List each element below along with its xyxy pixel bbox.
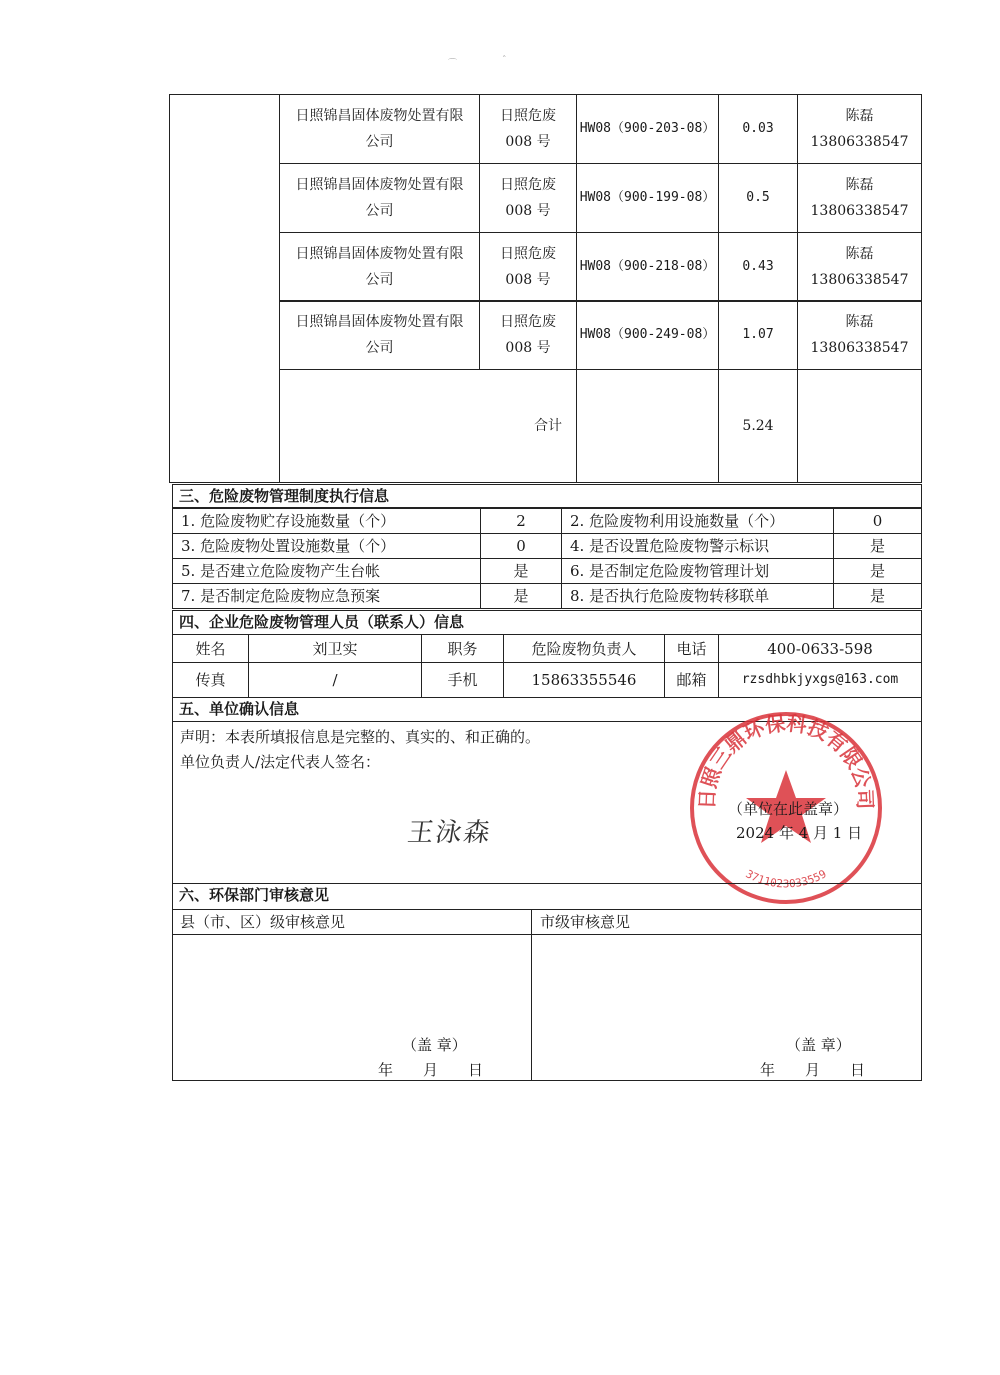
city-seal: （盖 章） [786, 1036, 851, 1054]
email-label: 邮箱 [664, 662, 719, 698]
total-qty-cell [718, 369, 798, 483]
total-value: 5.24 [742, 418, 774, 434]
scan-mark: ˆ [502, 56, 507, 66]
license-cell-line: 日照危废 [500, 108, 556, 124]
criterion-value: 是 [480, 583, 562, 609]
license-cell-line: 008 号 [505, 272, 551, 288]
company-cell-line: 日照锦昌固体废物处置有限 [295, 177, 464, 193]
signer-label: 单位负责人/法定代表人签名： [180, 753, 381, 771]
fax-label: 传真 [172, 662, 249, 698]
city-date-line: 年 月 日 [760, 1061, 866, 1079]
seal-name: 日照三鼎环保科技有限公司 [694, 710, 878, 810]
waste-code-cell-text: HW08（900-249-08） [579, 327, 716, 342]
license-cell-line: 008 号 [505, 340, 551, 356]
criterion-label: 8. 是否执行危险废物转移联单 [561, 583, 834, 609]
criterion-value: 2 [480, 508, 562, 534]
license-cell [479, 232, 577, 302]
quantity-cell [718, 232, 798, 302]
waste-code-cell-text: HW08（900-218-08） [579, 259, 716, 274]
criterion-value: 0 [833, 508, 922, 534]
waste-code-cell-text: HW08（900-199-08） [579, 190, 716, 205]
quantity-cell-text: 0.03 [742, 121, 774, 136]
criterion-value: 0 [480, 533, 562, 559]
criterion-value: 是 [833, 583, 922, 609]
confirm-date: 2024 年 4 月 1 日 [736, 824, 863, 842]
company-cell-line: 公司 [365, 272, 394, 288]
criterion-label: 5. 是否建立危险废物产生台帐 [172, 558, 481, 584]
scan-mark: ⌒ [448, 59, 458, 69]
license-cell-line: 日照危废 [500, 314, 556, 330]
criterion-value: 是 [480, 558, 562, 584]
contact-cell-line: 陈磊 [845, 177, 874, 193]
criterion-value: 是 [833, 558, 922, 584]
name-label: 姓名 [172, 634, 249, 663]
criterion-label: 7. 是否制定危险废物应急预案 [172, 583, 481, 609]
criterion-label: 6. 是否制定危险废物管理计划 [561, 558, 834, 584]
company-cell-line: 日照锦昌固体废物处置有限 [295, 246, 464, 262]
criterion-label: 4. 是否设置危险废物警示标识 [561, 533, 834, 559]
fax-value: / [248, 662, 422, 698]
license-cell-line: 日照危废 [500, 177, 556, 193]
total-code-cell [576, 369, 719, 483]
signature: 王泳森 [405, 818, 494, 848]
company-cell-line: 公司 [365, 134, 394, 150]
quantity-cell [718, 300, 798, 370]
seal-number: 3711023033559 [743, 867, 829, 891]
phone-value: 400-0633-598 [718, 634, 922, 663]
company-cell [279, 300, 480, 370]
position-label: 职务 [421, 634, 504, 663]
total-label: 合计 [534, 418, 562, 434]
city-review-label: 市级审核意见 [540, 913, 631, 931]
section4-title: 四、企业危险废物管理人员（联系人）信息 [172, 610, 922, 635]
county-date-line: 年 月 日 [378, 1061, 484, 1079]
company-cell-line: 公司 [365, 340, 394, 356]
quantity-cell-text: 0.43 [742, 259, 774, 274]
contact-cell-line: 13806338547 [810, 134, 909, 150]
contact-cell-line: 13806338547 [810, 340, 909, 356]
license-cell [479, 94, 577, 164]
section5-title: 五、单位确认信息 [172, 697, 922, 722]
company-cell-line: 公司 [365, 203, 394, 219]
section3-title: 三、危险废物管理制度执行信息 [172, 484, 922, 508]
total-contact-cell [797, 369, 922, 483]
contact-cell [797, 232, 922, 302]
contact-cell-line: 陈磊 [845, 108, 874, 124]
quantity-cell-text: 1.07 [742, 327, 774, 342]
license-cell-line: 日照危废 [500, 246, 556, 262]
name-value: 刘卫实 [248, 634, 422, 663]
criterion-label: 3. 危险废物处置设施数量（个） [172, 533, 481, 559]
criterion-value: 是 [833, 533, 922, 559]
company-cell-line: 日照锦昌固体废物处置有限 [295, 314, 464, 330]
license-cell-line: 008 号 [505, 203, 551, 219]
total-company-cell [279, 369, 577, 483]
contact-cell [797, 163, 922, 233]
license-cell [479, 300, 577, 370]
company-cell [279, 94, 480, 164]
section6-title: 六、环保部门审核意见 [172, 883, 922, 910]
waste-code-cell [576, 300, 719, 370]
license-cell-line: 008 号 [505, 134, 551, 150]
statement-text: 声明：本表所填报信息是完整的、真实的、和正确的。 [180, 728, 541, 746]
mobile-value: 15863355546 [503, 662, 665, 698]
waste-code-cell [576, 232, 719, 302]
waste-code-cell [576, 94, 719, 164]
contact-cell-line: 13806338547 [810, 272, 909, 288]
contact-cell [797, 300, 922, 370]
quantity-cell-text: 0.5 [746, 190, 770, 205]
mobile-label: 手机 [421, 662, 504, 698]
contact-cell-line: 13806338547 [810, 203, 909, 219]
waste-code-cell [576, 163, 719, 233]
position-value: 危险废物负责人 [503, 634, 665, 663]
waste-code-cell-text: HW08（900-203-08） [579, 121, 716, 136]
criterion-label: 1. 危险废物贮存设施数量（个） [172, 508, 481, 534]
company-cell [279, 232, 480, 302]
county-seal: （盖 章） [402, 1036, 467, 1054]
license-cell [479, 163, 577, 233]
county-review-label: 县（市、区）级审核意见 [180, 913, 346, 931]
email-value: rzsdhbkjyxgs@163.com [718, 662, 922, 698]
criterion-label: 2. 危险废物利用设施数量（个） [561, 508, 834, 534]
contact-cell [797, 94, 922, 164]
waste-table-left-column [169, 94, 280, 483]
quantity-cell [718, 163, 798, 233]
phone-label: 电话 [664, 634, 719, 663]
contact-cell-line: 陈磊 [845, 314, 874, 330]
contact-cell-line: 陈磊 [845, 246, 874, 262]
quantity-cell [718, 94, 798, 164]
company-cell-line: 日照锦昌固体废物处置有限 [295, 108, 464, 124]
seal-note: （单位在此盖章） [728, 800, 849, 818]
company-cell [279, 163, 480, 233]
